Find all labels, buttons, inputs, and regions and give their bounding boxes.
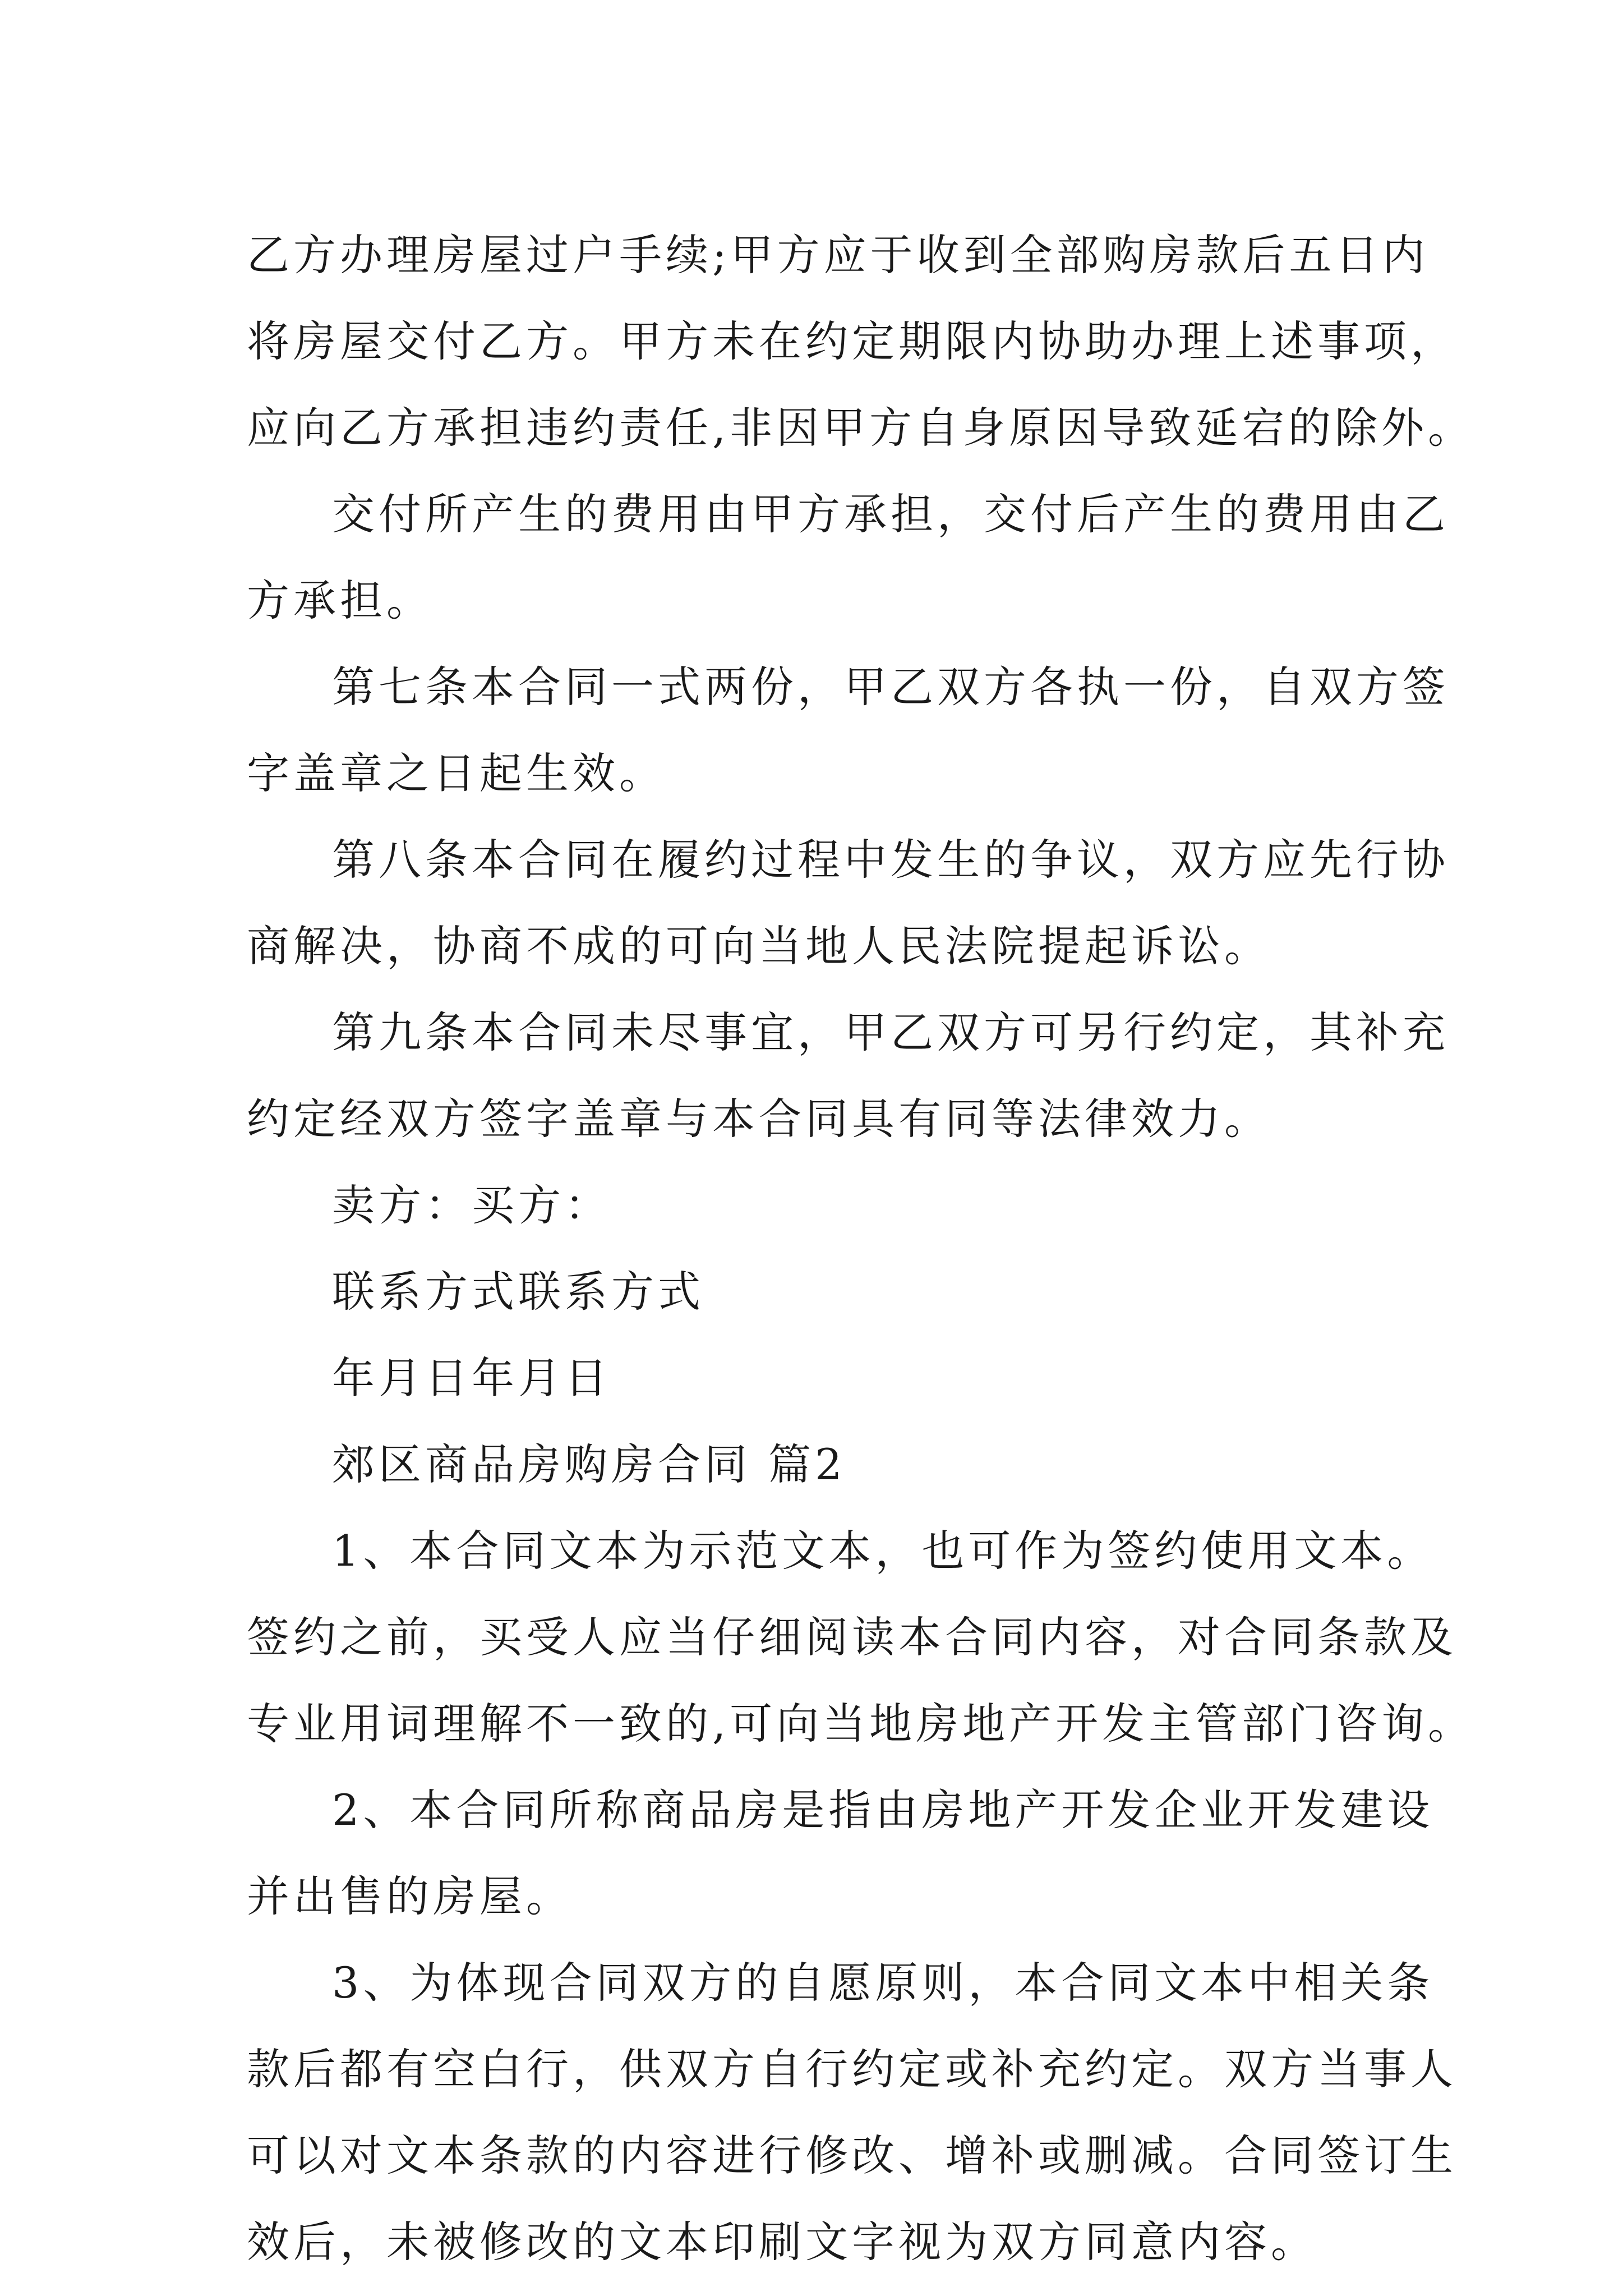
text-line: 乙方办理房屋过户手续;甲方应于收到全部购房款后五日内 — [247, 230, 1429, 280]
text-line: 将房屋交付乙方。甲方未在约定期限内协助办理上述事项， — [247, 316, 1457, 366]
text-line: 约定经双方签字盖章与本合同具有同等法律效力。 — [247, 1094, 1271, 1144]
text-line: 2、本合同所称商品房是指由房地产开发企业开发建设 — [332, 1785, 1434, 1835]
text-line: 效后，未被修改的文本印刷文字视为双方同意内容。 — [247, 2217, 1317, 2267]
text-line: 可以对文本条款的内容进行修改、增补或删减。合同签订生 — [247, 2131, 1457, 2180]
text-line: 第八条本合同在履约过程中发生的争议，双方应先行协 — [332, 835, 1449, 885]
text-line: 交付所产生的费用由甲方承担，交付后产生的费用由乙 — [332, 489, 1449, 539]
section-heading: 郊区商品房购房合同 篇2 — [332, 1439, 846, 1489]
text-line: 签约之前，买受人应当仔细阅读本合同内容，对合同条款及 — [247, 1612, 1457, 1662]
text-line: 应向乙方承担违约责任,非因甲方自身原因导致延宕的除外。 — [247, 403, 1475, 453]
text-line: 专业用词理解不一致的,可向当地房地产开发主管部门咨询。 — [247, 1699, 1475, 1749]
text-line: 款后都有空白行，供双方自行约定或补充约定。双方当事人 — [247, 2044, 1457, 2094]
document-body — [247, 212, 1475, 2285]
text-line: 第九条本合同未尽事宜，甲乙双方可另行约定，其补充 — [332, 1007, 1449, 1057]
text-line: 并出售的房屋。 — [247, 1871, 573, 1921]
contact-line: 联系方式联系方式 — [332, 1267, 704, 1317]
date-line: 年月日年月日 — [332, 1353, 611, 1403]
signature-parties-line: 卖方：买方： — [332, 1180, 611, 1230]
text-line: 字盖章之日起生效。 — [247, 748, 666, 798]
text-line: 方承担。 — [247, 576, 433, 625]
text-line: 3、为体现合同双方的自愿原则，本合同文本中相关条 — [332, 1958, 1434, 2008]
text-line: 1、本合同文本为示范文本，也可作为签约使用文本。 — [332, 1526, 1434, 1576]
text-line: 商解决，协商不成的可向当地人民法院提起诉讼。 — [247, 921, 1271, 971]
text-line: 第七条本合同一式两份，甲乙双方各执一份，自双方签 — [332, 662, 1449, 712]
